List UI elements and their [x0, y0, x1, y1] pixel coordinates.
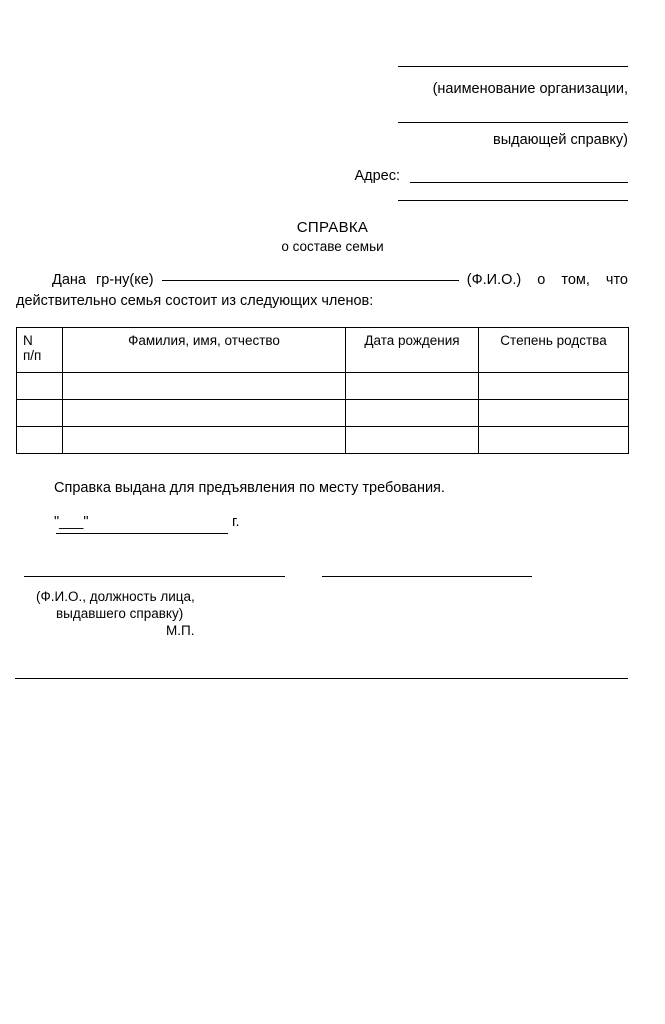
- column-header-relationship: Степень родства: [479, 328, 629, 373]
- page-subtitle: о составе семьи: [281, 239, 384, 254]
- bottom-divider: [15, 678, 628, 679]
- signature-rule-left[interactable]: [24, 576, 285, 577]
- column-header-number-line2: п/п: [23, 348, 42, 363]
- cell-number[interactable]: [17, 373, 63, 400]
- organization-name-rule-1: [398, 66, 628, 67]
- purpose-note: Справка выдана для предъявления по месту требования.: [54, 480, 445, 496]
- statement-word-dana: Дана: [52, 272, 86, 288]
- cell-relationship[interactable]: [479, 373, 629, 400]
- cell-birthdate[interactable]: [346, 400, 479, 427]
- column-header-birthdate: Дата рождения: [346, 328, 479, 373]
- table-row: [17, 373, 629, 400]
- statement-word-o: о: [537, 272, 546, 288]
- date-day-quotes[interactable]: "___": [54, 514, 89, 530]
- cell-birthdate[interactable]: [346, 373, 479, 400]
- date-line: [54, 514, 274, 536]
- cell-number[interactable]: [17, 427, 63, 454]
- statement-word-citizen: гр-ну(ке): [95, 272, 154, 288]
- cell-number[interactable]: [17, 400, 63, 427]
- table-row: [17, 400, 629, 427]
- family-members-table: [16, 327, 629, 454]
- signature-caption-line2: выдавшего справку): [56, 606, 184, 621]
- statement-line-2: [16, 291, 628, 312]
- statement-fio-hint: (Ф.И.О.): [466, 272, 522, 288]
- citizen-name-blank[interactable]: [162, 280, 459, 281]
- cell-fullname[interactable]: [63, 373, 346, 400]
- organization-name-caption: (наименование организации,: [432, 81, 628, 97]
- statement-paragraph: [16, 270, 628, 312]
- signature-caption-line1: (Ф.И.О., должность лица,: [36, 589, 195, 604]
- cell-relationship[interactable]: [479, 400, 629, 427]
- statement-word-chto: что: [605, 272, 628, 288]
- statement-word-tom: том,: [561, 272, 590, 288]
- signature-rule-right[interactable]: [322, 576, 532, 577]
- page-title: СПРАВКА: [296, 219, 369, 236]
- column-header-number: [17, 328, 63, 373]
- statement-line-1: [16, 270, 628, 291]
- address-rule-2: [398, 200, 628, 201]
- table-row: [17, 427, 629, 454]
- organization-name-rule-2: [398, 122, 628, 123]
- organization-issuing-caption: выдающей справку): [492, 132, 628, 148]
- address-rule-1: [410, 182, 628, 183]
- address-label: Адрес:: [354, 168, 400, 184]
- column-header-fullname: Фамилия, имя, отчество: [63, 328, 346, 373]
- date-blank-rule[interactable]: [56, 533, 228, 534]
- column-header-number-line1: N: [23, 333, 33, 348]
- cell-fullname[interactable]: [63, 400, 346, 427]
- table-header-row: [17, 328, 629, 373]
- date-year-suffix: г.: [232, 514, 240, 530]
- cell-birthdate[interactable]: [346, 427, 479, 454]
- cell-relationship[interactable]: [479, 427, 629, 454]
- table-body: [17, 373, 629, 454]
- statement-line-2-text: действительно семья состоит из следующих членов:: [16, 293, 374, 309]
- stamp-mark-label: М.П.: [166, 623, 195, 638]
- cell-fullname[interactable]: [63, 427, 346, 454]
